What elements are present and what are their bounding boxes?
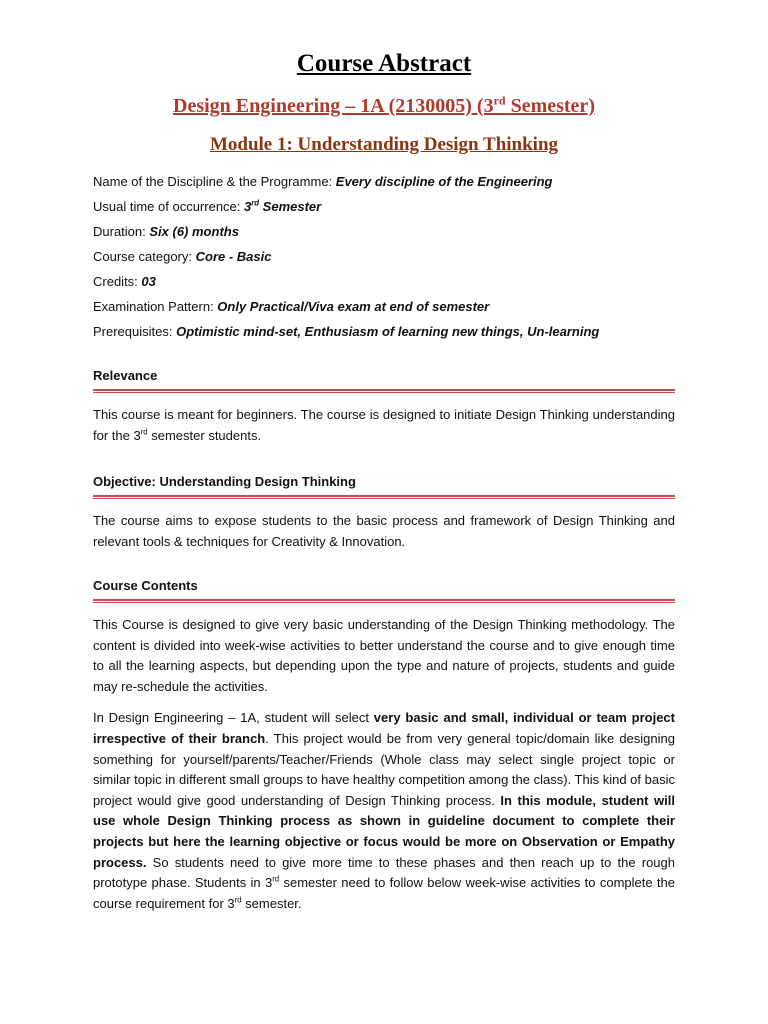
section-divider (93, 495, 675, 497)
info-value: Six (6) months (149, 224, 239, 239)
paragraph-superscript: rd (234, 895, 242, 905)
contents-paragraph-2 (93, 708, 675, 914)
info-label: Examination Pattern: (93, 299, 218, 314)
contents-paragraph-1: This Course is designed to give very basic understanding of the Design Thinking methodology. The content is divided into week-wise activities to better understand the course and to give enough time to all the learning aspects, but depending upon the type and nature of projects, students and guide may re-schedule the activities. (93, 617, 675, 694)
info-occurrence (93, 197, 599, 222)
info-value-superscript: rd (251, 198, 260, 208)
relevance-section (93, 367, 675, 446)
info-label: Course category: (93, 249, 196, 264)
module-heading: Module 1: Understanding Design Thinking (209, 134, 559, 155)
info-prerequisites (93, 322, 599, 347)
info-label: Name of the Discipline & the Programme: (93, 174, 336, 189)
section-divider (93, 389, 675, 391)
subtitle-text: Design Engineering – 1A (2130005) (3 (173, 95, 494, 117)
course-subtitle (0, 95, 768, 118)
paragraph-text: So students need to give more time to these phases and then reach up to the rough prototype phase. Students in 3 (93, 854, 675, 891)
section-heading: Course Contents (93, 578, 198, 593)
section-heading: Objective: Understanding Design Thinking (93, 474, 356, 489)
info-label: Usual time of occurrence: (93, 199, 245, 214)
info-value: Optimistic mind-set, Enthusiasm of learning new things, Un-learning (176, 324, 600, 339)
info-value: Only Practical/Viva exam at end of semester (217, 299, 490, 314)
info-category (93, 247, 599, 272)
section-divider-thin (93, 498, 675, 499)
subtitle-text-end: Semester) (505, 95, 595, 117)
section-heading: Relevance (93, 368, 158, 383)
paragraph-text-end: semester students. (147, 427, 262, 443)
objective-section (93, 473, 675, 552)
info-value: Every discipline of the Engineering (335, 174, 553, 189)
paragraph-text: In Design Engineering – 1A, student will select (93, 710, 374, 726)
info-credits (93, 272, 599, 297)
paragraph-superscript: rd (272, 874, 280, 884)
section-divider-thin (93, 392, 675, 393)
paragraph-text: . This project would be from very general topic/domain like designing something for yourself/parents/Teacher/Friends (Whole class may select single project topic or similar topic in different small groups to have healthy competition among the class). This kind of basic project would give good understanding of Design Thinking process. (93, 730, 675, 808)
course-info-list (93, 172, 599, 347)
info-value: Core - Basic (195, 249, 272, 264)
info-value (244, 199, 321, 214)
info-value-number: 3 (244, 199, 252, 214)
info-label: Credits: (93, 274, 142, 289)
info-discipline (93, 172, 599, 197)
paragraph-bold-text: In this module, student will use whole Design Thinking process as shown in guideline document to complete their projects but here the learning objective or focus would be more on Observation or Empathy process. (93, 792, 675, 870)
section-divider-thin (93, 602, 675, 603)
info-label: Prerequisites: (93, 324, 177, 339)
info-duration (93, 222, 599, 247)
page-title: Course Abstract (296, 50, 472, 77)
paragraph-superscript: rd (140, 427, 148, 437)
paragraph-bold-text: very basic and small, individual or team project irrespective of their branch (93, 710, 675, 746)
subtitle-superscript: rd (493, 93, 506, 108)
paragraph-text: semester. (241, 895, 302, 911)
info-value: 03 (141, 274, 156, 289)
course-contents-section (93, 577, 675, 914)
info-value-text: Semester (259, 199, 322, 214)
relevance-paragraph (93, 405, 675, 446)
paragraph-text: This course is meant for beginners. The course is designed to initiate Design Thinking understanding for the 3 (93, 407, 675, 443)
info-label: Duration: (93, 224, 150, 239)
paragraph-text: semester need to follow below week-wise activities to complete the course requirement for 3 (93, 875, 675, 911)
objective-paragraph: The course aims to expose students to the basic process and framework of Design Thinking and relevant tools & techniques for Creativity & Innovation. (93, 513, 675, 549)
info-exam-pattern (93, 297, 599, 322)
section-divider (93, 599, 675, 601)
